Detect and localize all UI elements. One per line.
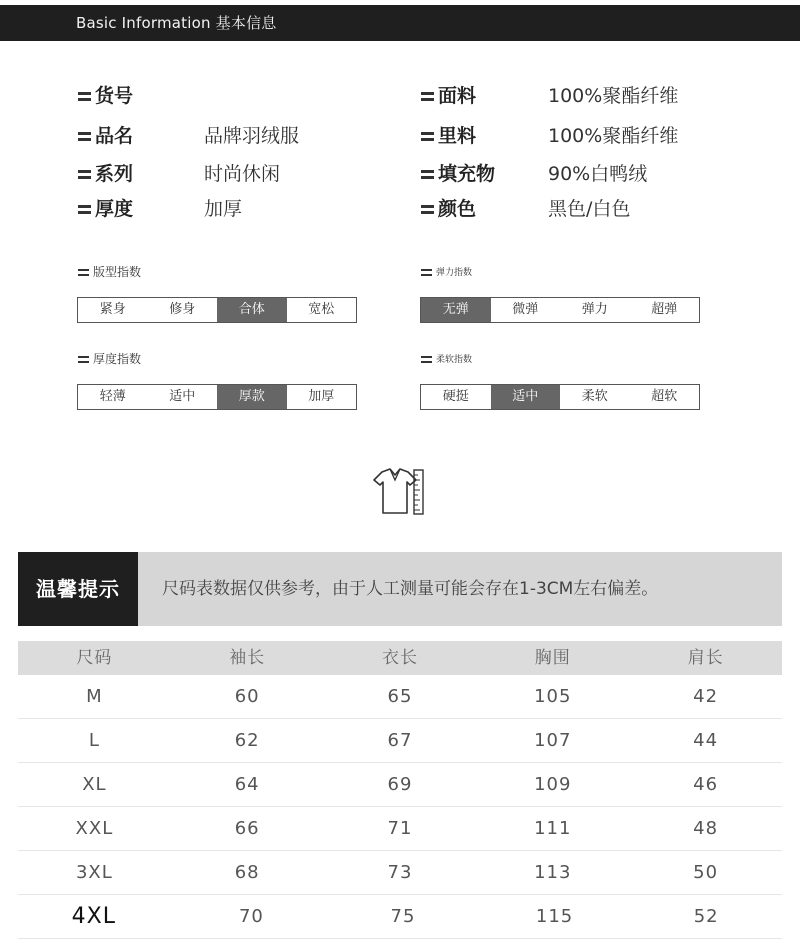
attr-key-lining: 里料 xyxy=(421,121,476,148)
thickness-option: 加厚 xyxy=(308,389,335,404)
shoulder-cell: 46 xyxy=(693,774,719,795)
size-cell: XL xyxy=(82,774,107,795)
sleeve-cell: 64 xyxy=(234,774,260,795)
equals-icon xyxy=(78,170,91,179)
softness-option: 硬挺 xyxy=(442,389,469,404)
elasticity-option: 微弹 xyxy=(512,302,539,317)
column-header: 衣长 xyxy=(381,648,418,668)
elasticity-index-label: 弹力指数 xyxy=(421,265,472,278)
attr-key-color: 颜色 xyxy=(421,194,476,221)
thickness-index-label: 厚度指数 xyxy=(78,350,141,367)
length-cell: 71 xyxy=(387,818,413,839)
softness-index-label: 柔软指数 xyxy=(421,352,472,365)
attr-value-fabric: 100%聚酯纤维 xyxy=(548,85,679,107)
length-cell: 73 xyxy=(387,862,413,883)
fit-option: 修身 xyxy=(169,302,196,317)
section-title: Basic Information 基本信息 xyxy=(76,14,277,32)
size-cell: XXL xyxy=(75,818,114,839)
table-row xyxy=(18,719,782,763)
elasticity-option: 弹力 xyxy=(581,302,608,317)
fit-option-selected: 合体 xyxy=(217,298,287,322)
size-cell: 4XL xyxy=(71,904,116,929)
sleeve-cell: 60 xyxy=(234,686,260,707)
chest-cell: 111 xyxy=(534,818,572,839)
chest-cell: 105 xyxy=(534,686,572,707)
size-cell: 3XL xyxy=(75,862,113,883)
equals-icon xyxy=(421,356,432,364)
column-header: 袖长 xyxy=(229,648,266,668)
thickness-option: 轻薄 xyxy=(99,389,126,404)
attr-key-item-no: 货号 xyxy=(78,81,133,108)
equals-icon xyxy=(78,92,91,101)
chest-cell: 109 xyxy=(534,774,572,795)
attr-key-series: 系列 xyxy=(78,159,133,186)
attr-key-fabric: 面料 xyxy=(421,81,476,108)
elasticity-option-selected: 无弹 xyxy=(421,298,491,322)
size-table-header xyxy=(18,641,782,675)
equals-icon xyxy=(78,269,89,277)
section-header xyxy=(0,5,800,41)
thickness-option-selected: 厚款 xyxy=(217,385,287,409)
equals-icon xyxy=(78,205,91,214)
shoulder-cell: 44 xyxy=(693,730,719,751)
equals-icon xyxy=(421,132,434,141)
size-cell: L xyxy=(88,730,100,751)
table-row xyxy=(18,895,782,939)
sleeve-cell: 62 xyxy=(234,730,260,751)
equals-icon xyxy=(421,92,434,101)
size-table xyxy=(18,641,782,939)
thickness-option: 适中 xyxy=(169,389,196,404)
attr-value-color: 黑色/白色 xyxy=(548,198,631,220)
thickness-index-scale xyxy=(77,384,357,410)
softness-option: 柔软 xyxy=(581,389,608,404)
elasticity-index-scale xyxy=(420,297,700,323)
equals-icon xyxy=(78,132,91,141)
attr-key-product-name: 品名 xyxy=(78,121,133,148)
table-row xyxy=(18,763,782,807)
fit-option: 宽松 xyxy=(308,302,335,317)
sleeve-cell: 68 xyxy=(234,862,260,883)
length-cell: 75 xyxy=(390,906,416,927)
shoulder-cell: 50 xyxy=(693,862,719,883)
column-header: 尺码 xyxy=(76,648,113,668)
attr-value-thickness: 加厚 xyxy=(204,198,243,220)
equals-icon xyxy=(421,205,434,214)
shirt-ruler-icon xyxy=(368,466,426,518)
equals-icon xyxy=(421,269,432,277)
chest-cell: 107 xyxy=(534,730,572,751)
softness-option-selected: 适中 xyxy=(491,385,561,409)
attr-value-product-name: 品牌羽绒服 xyxy=(204,125,300,147)
fit-index-scale xyxy=(77,297,357,323)
length-cell: 69 xyxy=(387,774,413,795)
shoulder-cell: 42 xyxy=(693,686,719,707)
fit-index-label: 版型指数 xyxy=(78,263,141,280)
equals-icon xyxy=(78,356,89,364)
softness-option: 超软 xyxy=(651,389,678,404)
column-header: 肩长 xyxy=(687,648,724,668)
fit-option: 紧身 xyxy=(99,302,126,317)
sleeve-cell: 66 xyxy=(234,818,260,839)
tip-text: 尺码表数据仅供参考，由于人工测量可能会存在1-3CM左右偏差。 xyxy=(162,579,659,599)
shoulder-cell: 48 xyxy=(693,818,719,839)
shoulder-cell: 52 xyxy=(693,906,719,927)
attr-key-thickness: 厚度 xyxy=(78,194,133,221)
size-cell: M xyxy=(86,686,103,707)
length-cell: 65 xyxy=(387,686,413,707)
chest-cell: 113 xyxy=(534,862,572,883)
attr-value-filling: 90%白鸭绒 xyxy=(548,163,648,185)
attr-value-series: 时尚休闲 xyxy=(204,163,281,185)
chest-cell: 115 xyxy=(535,906,574,927)
table-row xyxy=(18,807,782,851)
attr-key-filling: 填充物 xyxy=(421,159,495,186)
length-cell: 67 xyxy=(387,730,413,751)
tip-banner xyxy=(138,552,782,626)
softness-index-scale xyxy=(420,384,700,410)
elasticity-option: 超弹 xyxy=(651,302,678,317)
equals-icon xyxy=(421,170,434,179)
sleeve-cell: 70 xyxy=(238,906,264,927)
tip-title: 温馨提示 xyxy=(18,552,138,626)
table-row xyxy=(18,675,782,719)
table-row xyxy=(18,851,782,895)
attr-value-lining: 100%聚酯纤维 xyxy=(548,125,679,147)
column-header: 胸围 xyxy=(534,648,571,668)
